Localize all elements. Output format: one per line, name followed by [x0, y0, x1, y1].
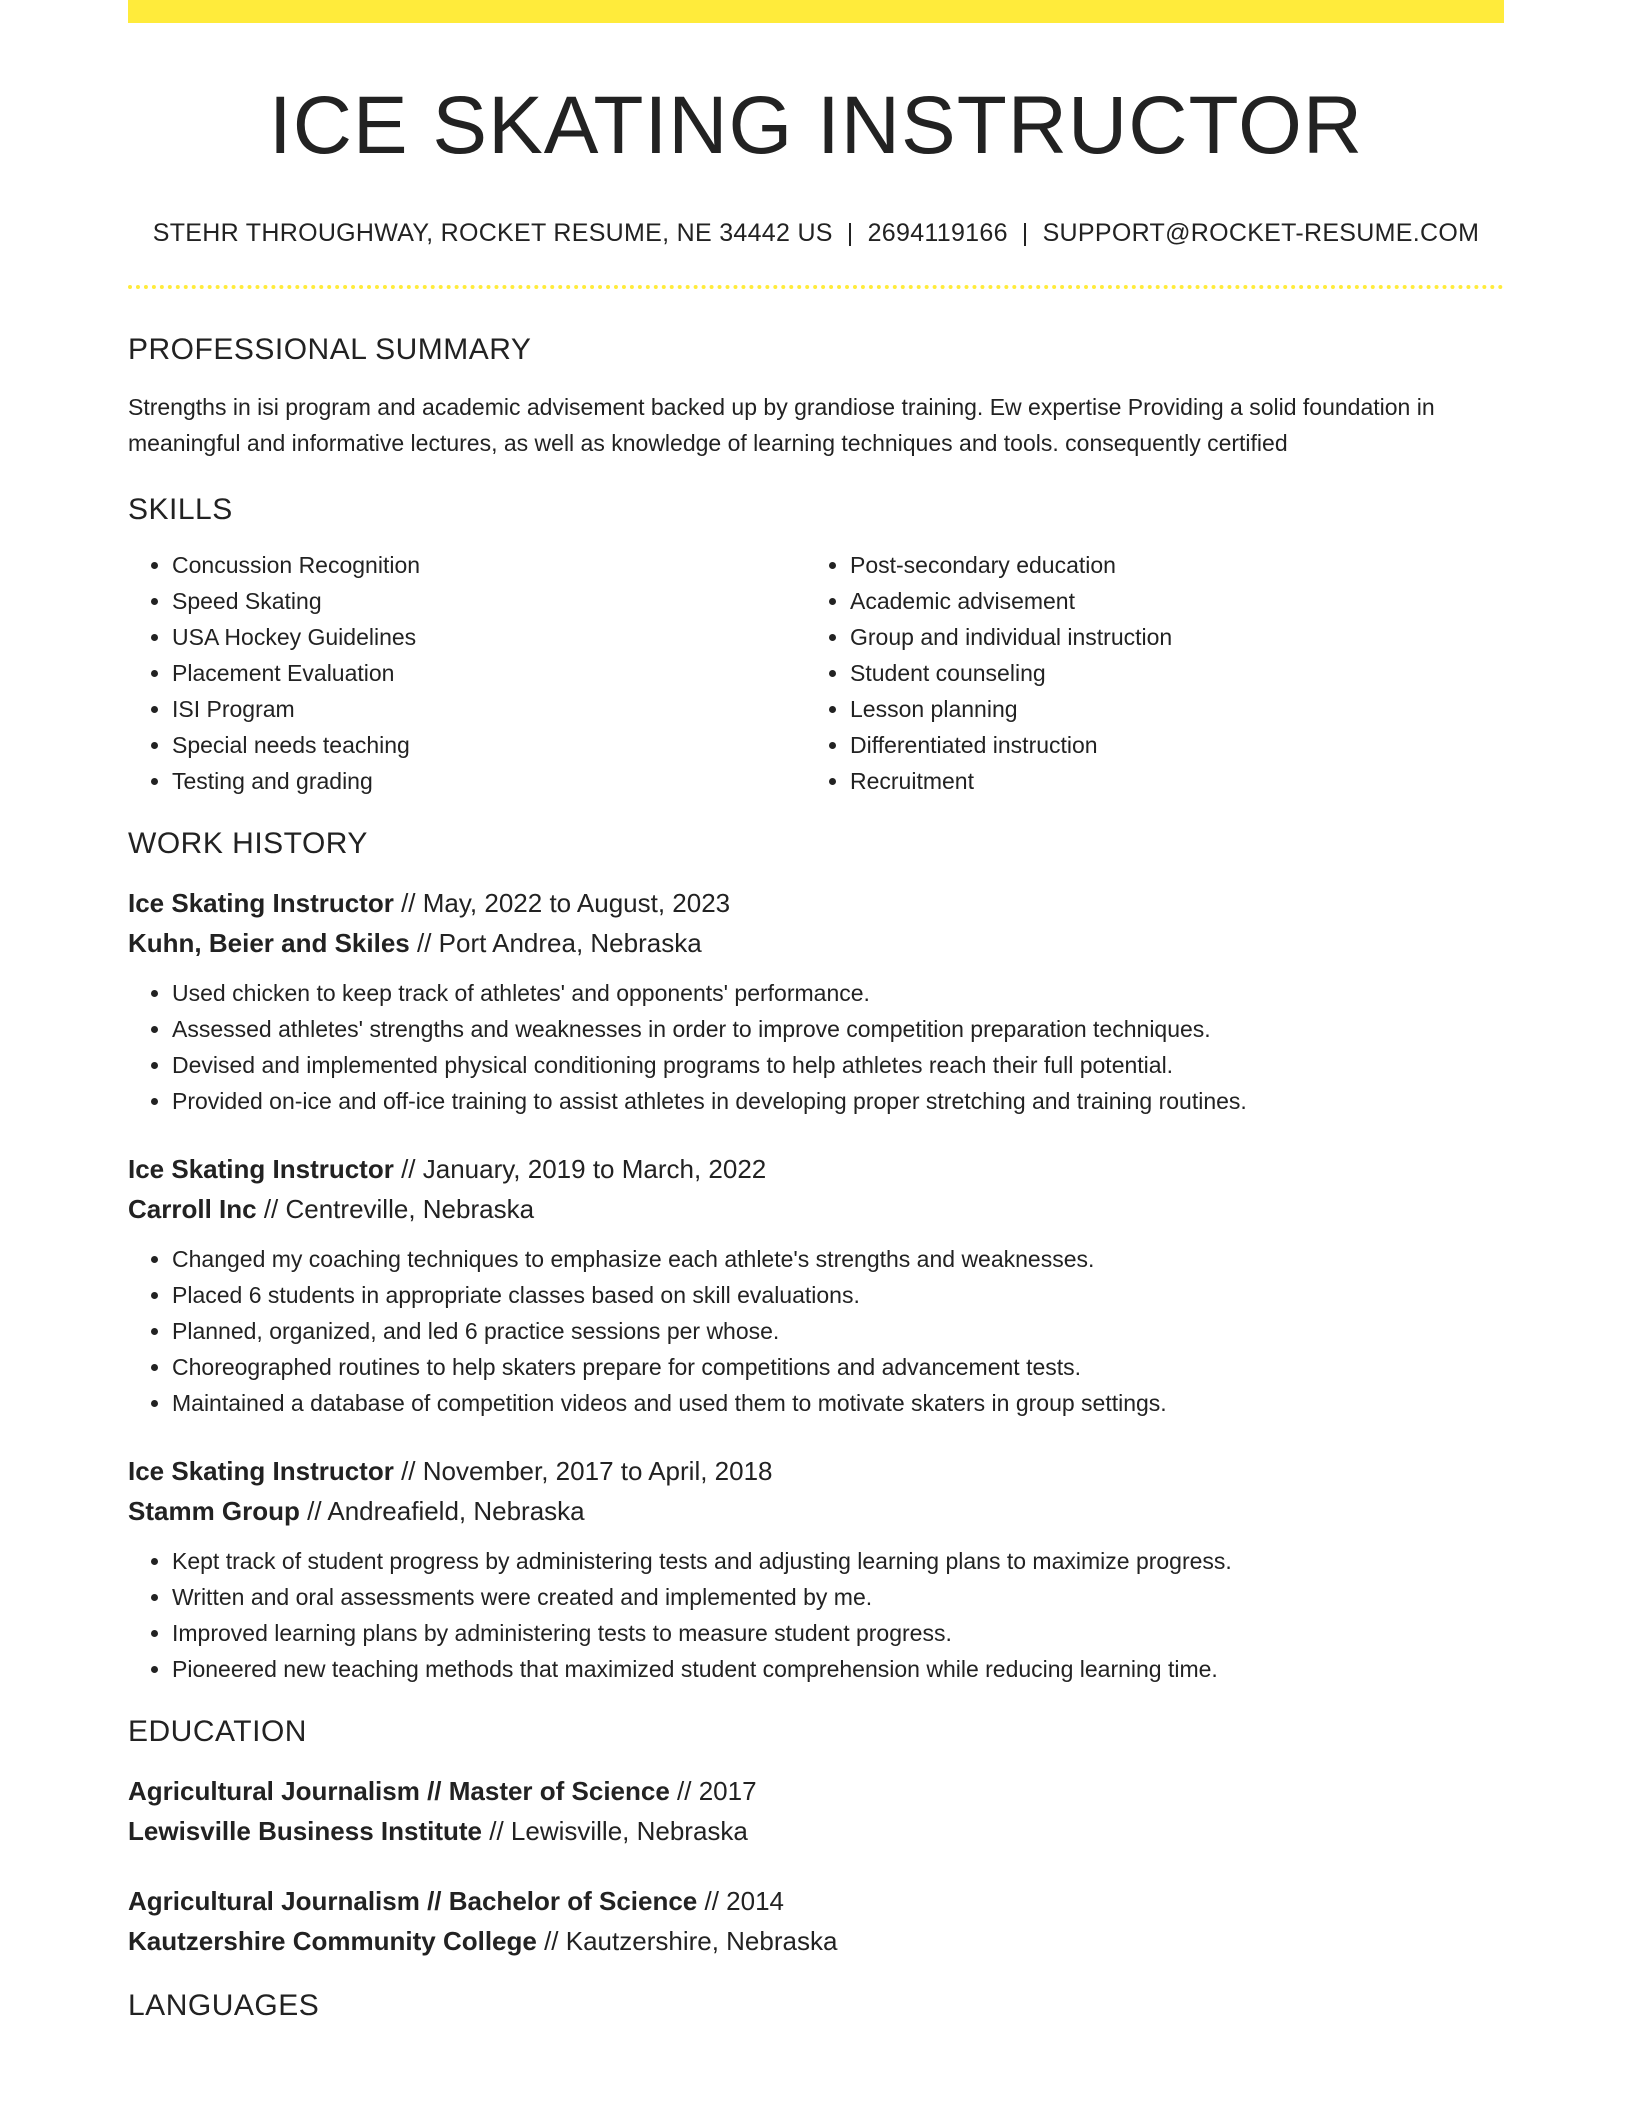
contact-address: STEHR THROUGHWAY, ROCKET RESUME, NE 34442 US	[152, 219, 833, 248]
job-bullet: • Improved learning plans by administering tests to measure student progress.	[172, 1615, 1504, 1651]
contact-email: SUPPORT@ROCKET-RESUME.COM	[1042, 219, 1480, 248]
skill-item: • USA Hockey Guidelines	[172, 619, 806, 655]
skill-item: • Concussion Recognition	[172, 547, 806, 583]
education-location: // Lewisville, Nebraska	[482, 1816, 748, 1847]
contact-phone: 2694119166	[867, 219, 1008, 248]
job-company: Kuhn, Beier and Skiles	[128, 928, 410, 959]
job-entry	[128, 883, 1504, 1119]
job-company-line	[128, 1189, 1504, 1229]
skill-item: • Post-secondary education	[850, 547, 1484, 583]
skill-item: • Recruitment	[850, 763, 1484, 799]
job-role: Ice Skating Instructor	[128, 1154, 394, 1185]
job-bullets	[128, 975, 1504, 1119]
education-school: Lewisville Business Institute	[128, 1816, 482, 1847]
skill-item: • Student counseling	[850, 655, 1484, 691]
education-school-line	[128, 1921, 1504, 1961]
education-year: // 2017	[669, 1776, 757, 1807]
job-dates: // January, 2019 to March, 2022	[393, 1154, 767, 1185]
summary-text: Strengths in isi program and academic advisement backed up by grandiose training. Ew expertise Providing a solid foundation in meaningful and informative lectures, as well as knowledge of learning techniques and tools. consequently certified	[128, 394, 1435, 457]
education-degree-line	[128, 1881, 1504, 1921]
job-bullet: • Maintained a database of competition videos and used them to motivate skaters in group settings.	[172, 1385, 1504, 1421]
contact-separator: |	[1021, 219, 1029, 248]
skill-item: • Group and individual instruction	[850, 619, 1484, 655]
skill-item: • Speed Skating	[172, 583, 806, 619]
resume-page	[128, 0, 1504, 2023]
job-role-line	[128, 1451, 1504, 1491]
job-bullet: • Placed 6 students in appropriate classes based on skill evaluations.	[172, 1277, 1504, 1313]
job-dates: // May, 2022 to August, 2023	[393, 888, 731, 919]
job-bullet: • Pioneered new teaching methods that maximized student comprehension while reducing learning time.	[172, 1651, 1504, 1687]
job-bullet: • Planned, organized, and led 6 practice sessions per whose.	[172, 1313, 1504, 1349]
job-bullet: • Changed my coaching techniques to emphasize each athlete's strengths and weaknesses.	[172, 1241, 1504, 1277]
skills-heading: SKILLS	[128, 493, 233, 527]
job-company: Stamm Group	[128, 1496, 300, 1527]
education-degree-line	[128, 1771, 1504, 1811]
job-dates: // November, 2017 to April, 2018	[393, 1456, 773, 1487]
skill-item: • Special needs teaching	[172, 727, 806, 763]
job-entry	[128, 1451, 1504, 1687]
job-company-line	[128, 1491, 1504, 1531]
contact-line	[128, 219, 1504, 248]
top-accent-bar	[128, 0, 1504, 23]
job-location: // Centreville, Nebraska	[256, 1194, 535, 1225]
contact-separator: |	[846, 219, 854, 248]
skill-item: • ISI Program	[172, 691, 806, 727]
skills-list-left	[128, 547, 806, 799]
education-entry	[128, 1881, 1504, 1961]
job-bullet: • Written and oral assessments were created and implemented by me.	[172, 1579, 1504, 1615]
job-bullet: • Devised and implemented physical conditioning programs to help athletes reach their full potential.	[172, 1047, 1504, 1083]
work-history-heading: WORK HISTORY	[128, 827, 368, 861]
languages-heading: LANGUAGES	[128, 1989, 320, 2023]
job-bullet: • Choreographed routines to help skaters prepare for competitions and advancement tests.	[172, 1349, 1504, 1385]
dotted-divider	[128, 285, 1504, 289]
skill-item: • Lesson planning	[850, 691, 1484, 727]
job-bullets	[128, 1543, 1504, 1687]
job-location: // Port Andrea, Nebraska	[409, 928, 702, 959]
education-heading: EDUCATION	[128, 1715, 307, 1749]
education-year: // 2014	[697, 1886, 785, 1917]
education-entry	[128, 1771, 1504, 1851]
skill-item: • Placement Evaluation	[172, 655, 806, 691]
education-school: Kautzershire Community College	[128, 1926, 537, 1957]
job-entry	[128, 1149, 1504, 1421]
education-degree: Agricultural Journalism // Bachelor of Science	[128, 1886, 698, 1917]
resume-title: ICE SKATING INSTRUCTOR	[268, 80, 1364, 171]
skills-list-right	[806, 547, 1484, 799]
summary-heading: PROFESSIONAL SUMMARY	[128, 333, 532, 367]
job-role-line	[128, 883, 1504, 923]
skill-item: • Differentiated instruction	[850, 727, 1484, 763]
job-role: Ice Skating Instructor	[128, 888, 394, 919]
job-bullets	[128, 1241, 1504, 1421]
job-bullet: • Kept track of student progress by administering tests and adjusting learning plans to maximize progress.	[172, 1543, 1504, 1579]
job-bullet: • Assessed athletes' strengths and weaknesses in order to improve competition preparation techniques.	[172, 1011, 1504, 1047]
job-company: Carroll Inc	[128, 1194, 257, 1225]
job-role: Ice Skating Instructor	[128, 1456, 394, 1487]
skill-item: • Academic advisement	[850, 583, 1484, 619]
education-degree: Agricultural Journalism // Master of Science	[128, 1776, 670, 1807]
education-location: // Kautzershire, Nebraska	[536, 1926, 838, 1957]
job-role-line	[128, 1149, 1504, 1189]
job-bullet: • Provided on-ice and off-ice training to assist athletes in developing proper stretching and training routines.	[172, 1083, 1504, 1119]
skill-item: • Testing and grading	[172, 763, 806, 799]
job-company-line	[128, 923, 1504, 963]
job-location: // Andreafield, Nebraska	[299, 1496, 585, 1527]
education-school-line	[128, 1811, 1504, 1851]
job-bullet: • Used chicken to keep track of athletes' and opponents' performance.	[172, 975, 1504, 1011]
skills-columns	[128, 547, 1504, 799]
